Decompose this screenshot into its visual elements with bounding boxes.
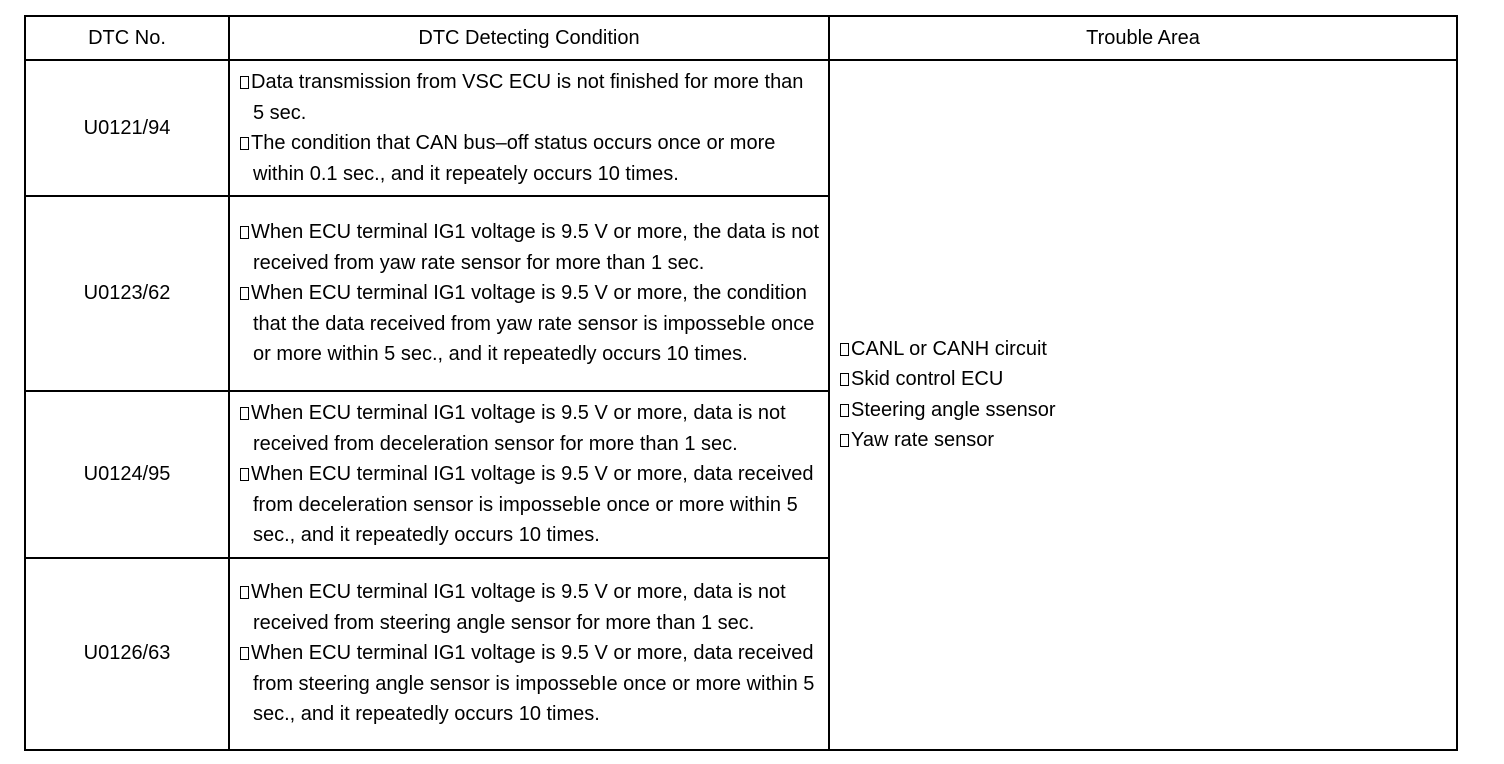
dtc-code: U0126/63 — [25, 558, 229, 750]
condition-item — [240, 398, 820, 459]
condition-cell — [229, 196, 829, 391]
trouble-item — [840, 395, 1446, 426]
dtc-code: U0124/95 — [25, 391, 229, 558]
trouble-text: Skid control ECU — [851, 368, 1004, 391]
trouble-item — [840, 425, 1446, 456]
dtc-table — [24, 15, 1458, 751]
condition-text: The condition that CAN bus–off status occurs once or more within 0.1 sec., and it repeately occurs 10 times. — [251, 132, 776, 185]
header-trouble-area: Trouble Area — [829, 16, 1457, 60]
condition-text: When ECU terminal IG1 voltage is 9.5 V or more, the data is not received from yaw rate sensor for more than 1 sec. — [251, 221, 820, 274]
dtc-code: U0121/94 — [25, 60, 229, 196]
table-row — [25, 60, 1457, 196]
condition-text: When ECU terminal IG1 voltage is 9.5 V or more, data is not received from steering angle sensor for more than 1 sec. — [251, 581, 786, 634]
checkbox-bullet-icon — [240, 226, 249, 239]
condition-text: When ECU terminal IG1 voltage is 9.5 V or more, data received from deceleration sensor is impossebIe once or more within 5 sec., and it repeatedly occurs 10 times. — [251, 463, 814, 546]
header-dtc-no: DTC No. — [25, 16, 229, 60]
header-row — [25, 16, 1457, 60]
checkbox-bullet-icon — [240, 287, 249, 300]
checkbox-bullet-icon — [240, 407, 249, 420]
condition-text: Data transmission from VSC ECU is not finished for more than 5 sec. — [251, 71, 804, 124]
condition-cell — [229, 558, 829, 750]
condition-item — [240, 278, 820, 370]
trouble-item — [840, 364, 1446, 395]
checkbox-bullet-icon — [240, 647, 249, 660]
condition-item — [240, 459, 820, 551]
condition-cell — [229, 60, 829, 196]
condition-item — [240, 67, 820, 128]
checkbox-bullet-icon — [840, 343, 849, 356]
checkbox-bullet-icon — [240, 586, 249, 599]
trouble-area-cell — [829, 60, 1457, 750]
condition-text: When ECU terminal IG1 voltage is 9.5 V or more, data is not received from deceleration sensor for more than 1 sec. — [251, 402, 786, 455]
condition-cell — [229, 391, 829, 558]
checkbox-bullet-icon — [840, 373, 849, 386]
checkbox-bullet-icon — [240, 76, 249, 89]
trouble-text: Yaw rate sensor — [851, 429, 995, 452]
condition-item — [240, 128, 820, 189]
condition-item — [240, 577, 820, 638]
trouble-text: CANL or CANH circuit — [851, 337, 1047, 360]
checkbox-bullet-icon — [840, 404, 849, 417]
checkbox-bullet-icon — [240, 137, 249, 150]
condition-item — [240, 217, 820, 278]
condition-item — [240, 638, 820, 730]
trouble-text: Steering angle ssensor — [851, 398, 1056, 421]
checkbox-bullet-icon — [240, 468, 249, 481]
condition-text: When ECU terminal IG1 voltage is 9.5 V or more, the condition that the data received from yaw rate sensor is impossebIe once or more within 5 sec., and it repeatedly occurs 10 times. — [251, 282, 815, 366]
trouble-item — [840, 334, 1446, 365]
checkbox-bullet-icon — [840, 434, 849, 447]
condition-text: When ECU terminal IG1 voltage is 9.5 V or more, data received from steering angle sensor is impossebIe once or more within 5 sec., and it repeatedly occurs 10 times. — [251, 642, 815, 726]
dtc-code: U0123/62 — [25, 196, 229, 391]
header-detecting-condition: DTC Detecting Condition — [229, 16, 829, 60]
